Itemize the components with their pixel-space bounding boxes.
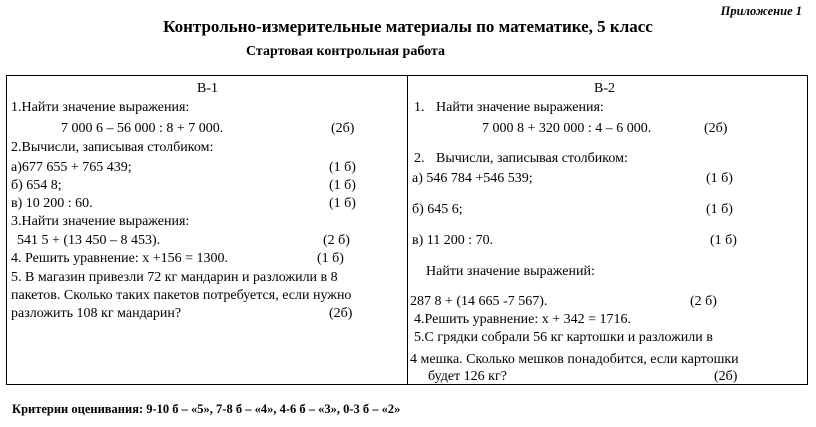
v2-task4: 4.Решить уравнение: х + 342 = 1716. xyxy=(414,312,631,327)
v1-task2a: а)677 655 + 765 439; xyxy=(11,160,132,175)
v2-task5-line2: 4 мешка. Сколько мешков понадобится, если картошки xyxy=(410,352,739,367)
variants-table xyxy=(6,75,808,385)
grading-criteria: Критерии оценивания: 9-10 б – «5», 7-8 б – «4», 4-6 б – «3», 0-3 б – «2» xyxy=(12,402,401,416)
v1-task5-points: (2б) xyxy=(329,306,353,321)
variant-2-cell xyxy=(408,76,807,384)
v1-task4: 4. Решить уравнение: х +156 = 1300. xyxy=(11,251,228,266)
v1-task5-line2: пакетов. Сколько таких пакетов потребуется, если нужно xyxy=(11,288,352,303)
v2-task1-points: (2б) xyxy=(704,121,728,136)
v1-task2c: в) 10 200 : 60. xyxy=(11,196,93,211)
v2-task3: Найти значение выражений: xyxy=(426,264,595,279)
v1-task5-line1: 5. В магазин привезли 72 кг мандарин и разложили в 8 xyxy=(11,270,338,285)
document-title: Контрольно-измерительные материалы по математике, 5 класс xyxy=(163,17,653,36)
v1-task2b: б) 654 8; xyxy=(11,178,62,193)
v2-task2: Вычисли, записывая столбиком: xyxy=(436,151,628,166)
v2-task2b-points: (1 б) xyxy=(706,202,733,217)
v2-task3-expr: 287 8 + (14 665 -7 567). xyxy=(410,294,548,309)
v1-task2a-points: (1 б) xyxy=(329,160,356,175)
v1-task4-points: (1 б) xyxy=(317,251,344,266)
v1-task5-line3: разложить 108 кг мандарин? xyxy=(11,306,182,321)
v2-task3-points: (2 б) xyxy=(690,294,717,309)
v1-task2c-points: (1 б) xyxy=(329,196,356,211)
variant-2-heading: В-2 xyxy=(594,81,615,96)
v1-task3-expr: 541 5 + (13 450 – 8 453). xyxy=(17,233,161,248)
v2-task2a: а) 546 784 +546 539; xyxy=(412,171,533,186)
v2-task5-line1: 5.С грядки собрали 56 кг картошки и разложили в xyxy=(414,330,713,345)
v2-task2c: в) 11 200 : 70. xyxy=(412,233,494,248)
v2-task1-expr: 7 000 8 + 320 000 : 4 – 6 000. xyxy=(482,121,652,136)
document-subtitle: Стартовая контрольная работа xyxy=(246,44,446,59)
v2-task2-number: 2. xyxy=(414,151,425,166)
v2-task1-number: 1. xyxy=(414,100,425,115)
v2-task1: Найти значение выражения: xyxy=(436,100,604,115)
v2-task2a-points: (1 б) xyxy=(706,171,733,186)
v2-task2b: б) 645 6; xyxy=(412,202,463,217)
v1-task2: 2.Вычисли, записывая столбиком: xyxy=(11,140,214,155)
v1-task3-points: (2 б) xyxy=(323,233,350,248)
v2-task5-line3: будет 126 кг? xyxy=(428,369,507,384)
variant-1-heading: В-1 xyxy=(197,81,218,96)
appendix-label: Приложение 1 xyxy=(720,4,802,18)
variant-1-cell xyxy=(7,76,407,384)
v1-task1-expr: 7 000 6 – 56 000 : 8 + 7 000. xyxy=(61,121,224,136)
v1-task1-points: (2б) xyxy=(331,121,355,136)
v2-task5-points: (2б) xyxy=(714,369,738,384)
v2-task2c-points: (1 б) xyxy=(710,233,737,248)
v1-task3: 3.Найти значение выражения: xyxy=(11,214,190,229)
v1-task1: 1.Найти значение выражения: xyxy=(11,100,190,115)
v1-task2b-points: (1 б) xyxy=(329,178,356,193)
